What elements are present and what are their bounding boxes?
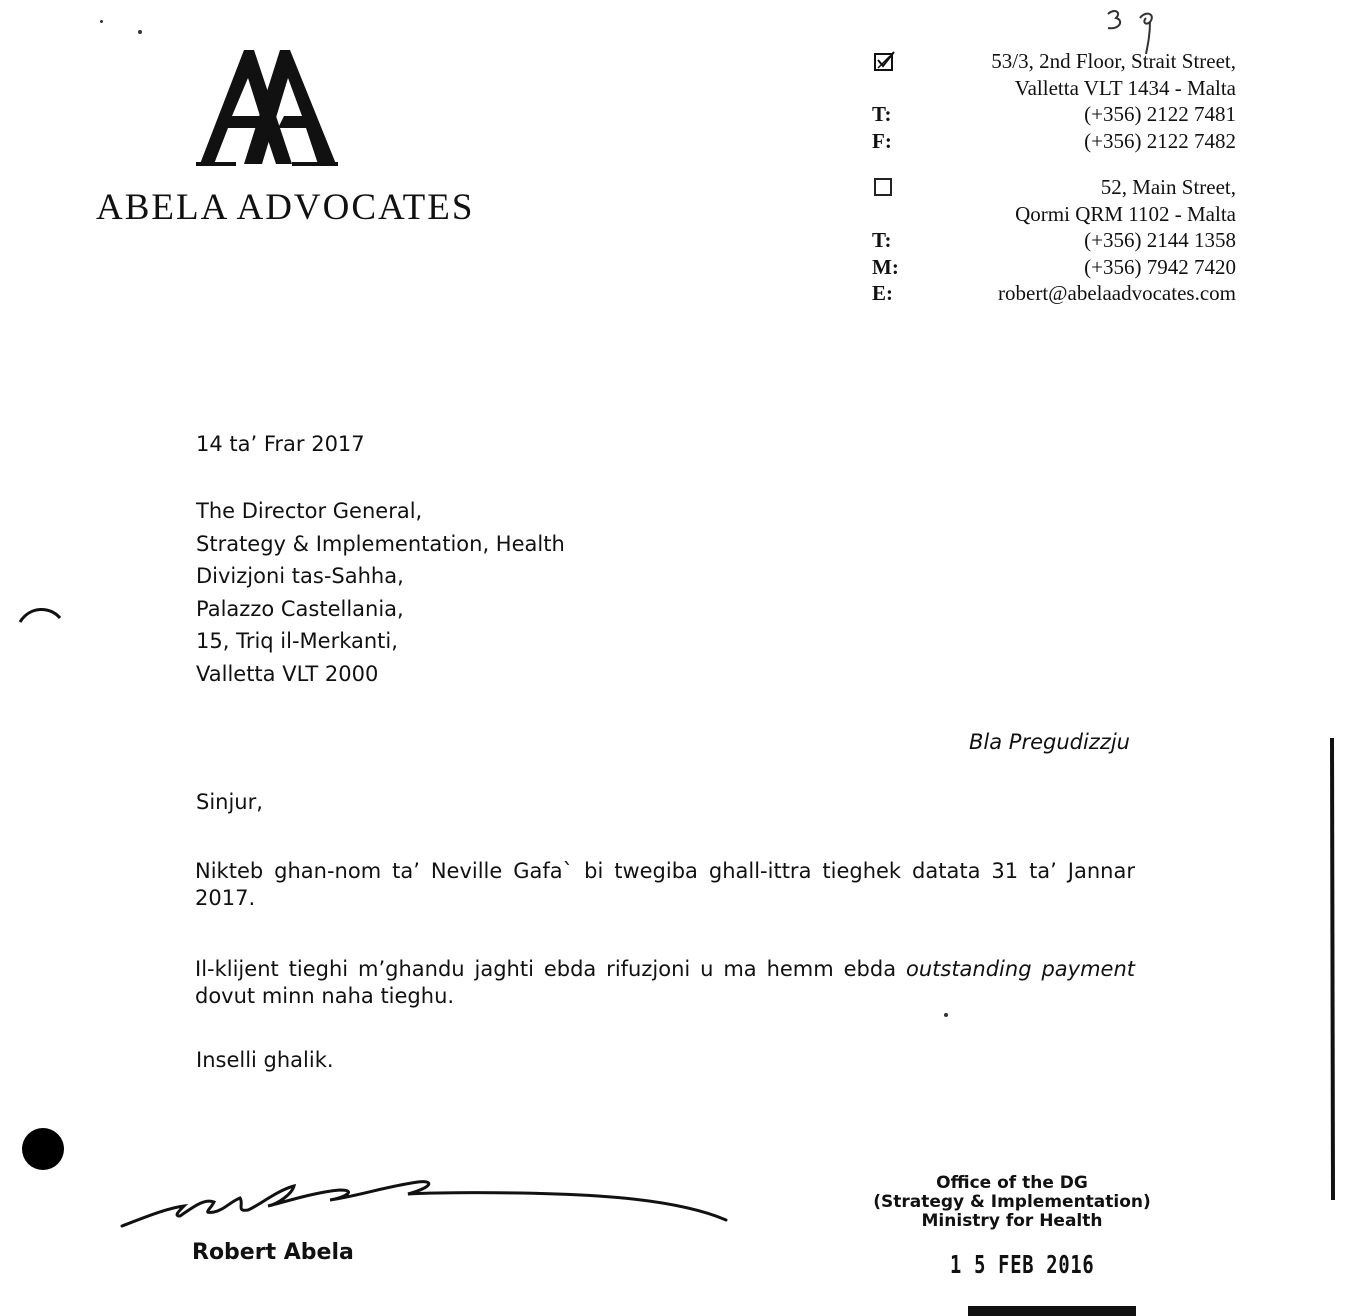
firm-name: ABELA ADVOCATES xyxy=(96,187,475,228)
scan-speck xyxy=(138,30,142,34)
aa-monogram-logo xyxy=(192,42,342,170)
handwritten-signature xyxy=(118,1168,738,1238)
contact-value: (+356) 2122 7481 xyxy=(1084,102,1236,126)
office-1-address-line2 xyxy=(872,75,1236,102)
stamp-date: 1 5 FEB 2016 xyxy=(950,1250,1095,1279)
closing-line: Inselli ghalik. xyxy=(196,1048,334,1072)
stamp-line: Office of the DG xyxy=(936,1173,1088,1193)
recipient-line: Valletta VLT 2000 xyxy=(196,661,379,686)
recipient-line: 15, Triq il-Merkanti, xyxy=(196,629,398,653)
contact-label: T: xyxy=(872,102,892,126)
contact-label: F: xyxy=(872,128,892,153)
scan-edge-bar xyxy=(1326,738,1338,1200)
empty-box-icon xyxy=(874,178,892,196)
without-prejudice-note: Bla Pregudizzju xyxy=(969,730,1130,754)
letter-date: 14 ta’ Frar 2017 xyxy=(196,432,365,456)
office-1-phone xyxy=(872,101,1236,128)
office-2-mobile xyxy=(872,254,1236,281)
contact-block xyxy=(872,48,1236,307)
body-paragraph-1: Nikteb ghan-nom ta’ Neville Gafa` bi twegiba ghall-ittra tieghek datata 31 ta’ Jannar 2017. xyxy=(195,859,1135,910)
stamp-line: Ministry for Health xyxy=(921,1211,1103,1231)
contact-label: E: xyxy=(872,281,893,305)
recipient-line: The Director General, xyxy=(196,499,423,523)
signer-name: Robert Abela xyxy=(192,1240,354,1265)
email-link[interactable]: robert@abelaadvocates.com xyxy=(998,281,1236,305)
paragraph-text: Il-klijent tieghi m’ghandu jaghti ebda rifuzjoni u ma hemm ebda xyxy=(195,957,906,981)
scan-arc-mark xyxy=(16,600,64,640)
office-address-line: 52, Main Street, xyxy=(1100,175,1236,199)
recipient-line: Strategy & Implementation, Health xyxy=(196,531,565,556)
contact-value: (+356) 2144 1358 xyxy=(1084,228,1236,252)
office-2-address-line1 xyxy=(872,174,1236,201)
stamp-smudge xyxy=(968,1302,1138,1316)
office-address-line: Valletta VLT 1434 - Malta xyxy=(1014,75,1236,100)
contact-value: (+356) 2122 7482 xyxy=(1084,128,1236,153)
paragraph-text: dovut minn naha tieghu. xyxy=(195,984,455,1008)
office-1-fax xyxy=(872,128,1236,155)
scan-speck xyxy=(100,20,103,23)
recipient-line: Divizjoni tas-Sahha, xyxy=(196,564,404,588)
body-paragraph-2 xyxy=(195,956,1135,1010)
contact-value: (+356) 7942 7420 xyxy=(1084,254,1236,279)
scan-speck xyxy=(944,1013,948,1017)
paragraph-emphasis: outstanding payment xyxy=(905,957,1135,981)
contact-label: T: xyxy=(872,228,892,252)
salutation: Sinjur, xyxy=(196,790,263,814)
stamp-line: (Strategy & Implementation) xyxy=(873,1192,1151,1212)
checked-box-icon xyxy=(874,50,896,72)
punch-hole-mark xyxy=(22,1128,64,1170)
office-1-address-line1 xyxy=(872,48,1236,75)
recipient-line: Palazzo Castellania, xyxy=(196,596,404,621)
office-address-line: Qormi QRM 1102 - Malta xyxy=(1015,201,1236,226)
office-address-line: 53/3, 2nd Floor, Strait Street, xyxy=(991,49,1236,73)
office-2-email xyxy=(872,280,1236,307)
office-2-address-line2 xyxy=(872,201,1236,228)
recipient-address xyxy=(196,495,565,690)
office-2-phone xyxy=(872,227,1236,254)
contact-label: M: xyxy=(872,254,899,279)
received-stamp xyxy=(852,1174,1172,1231)
